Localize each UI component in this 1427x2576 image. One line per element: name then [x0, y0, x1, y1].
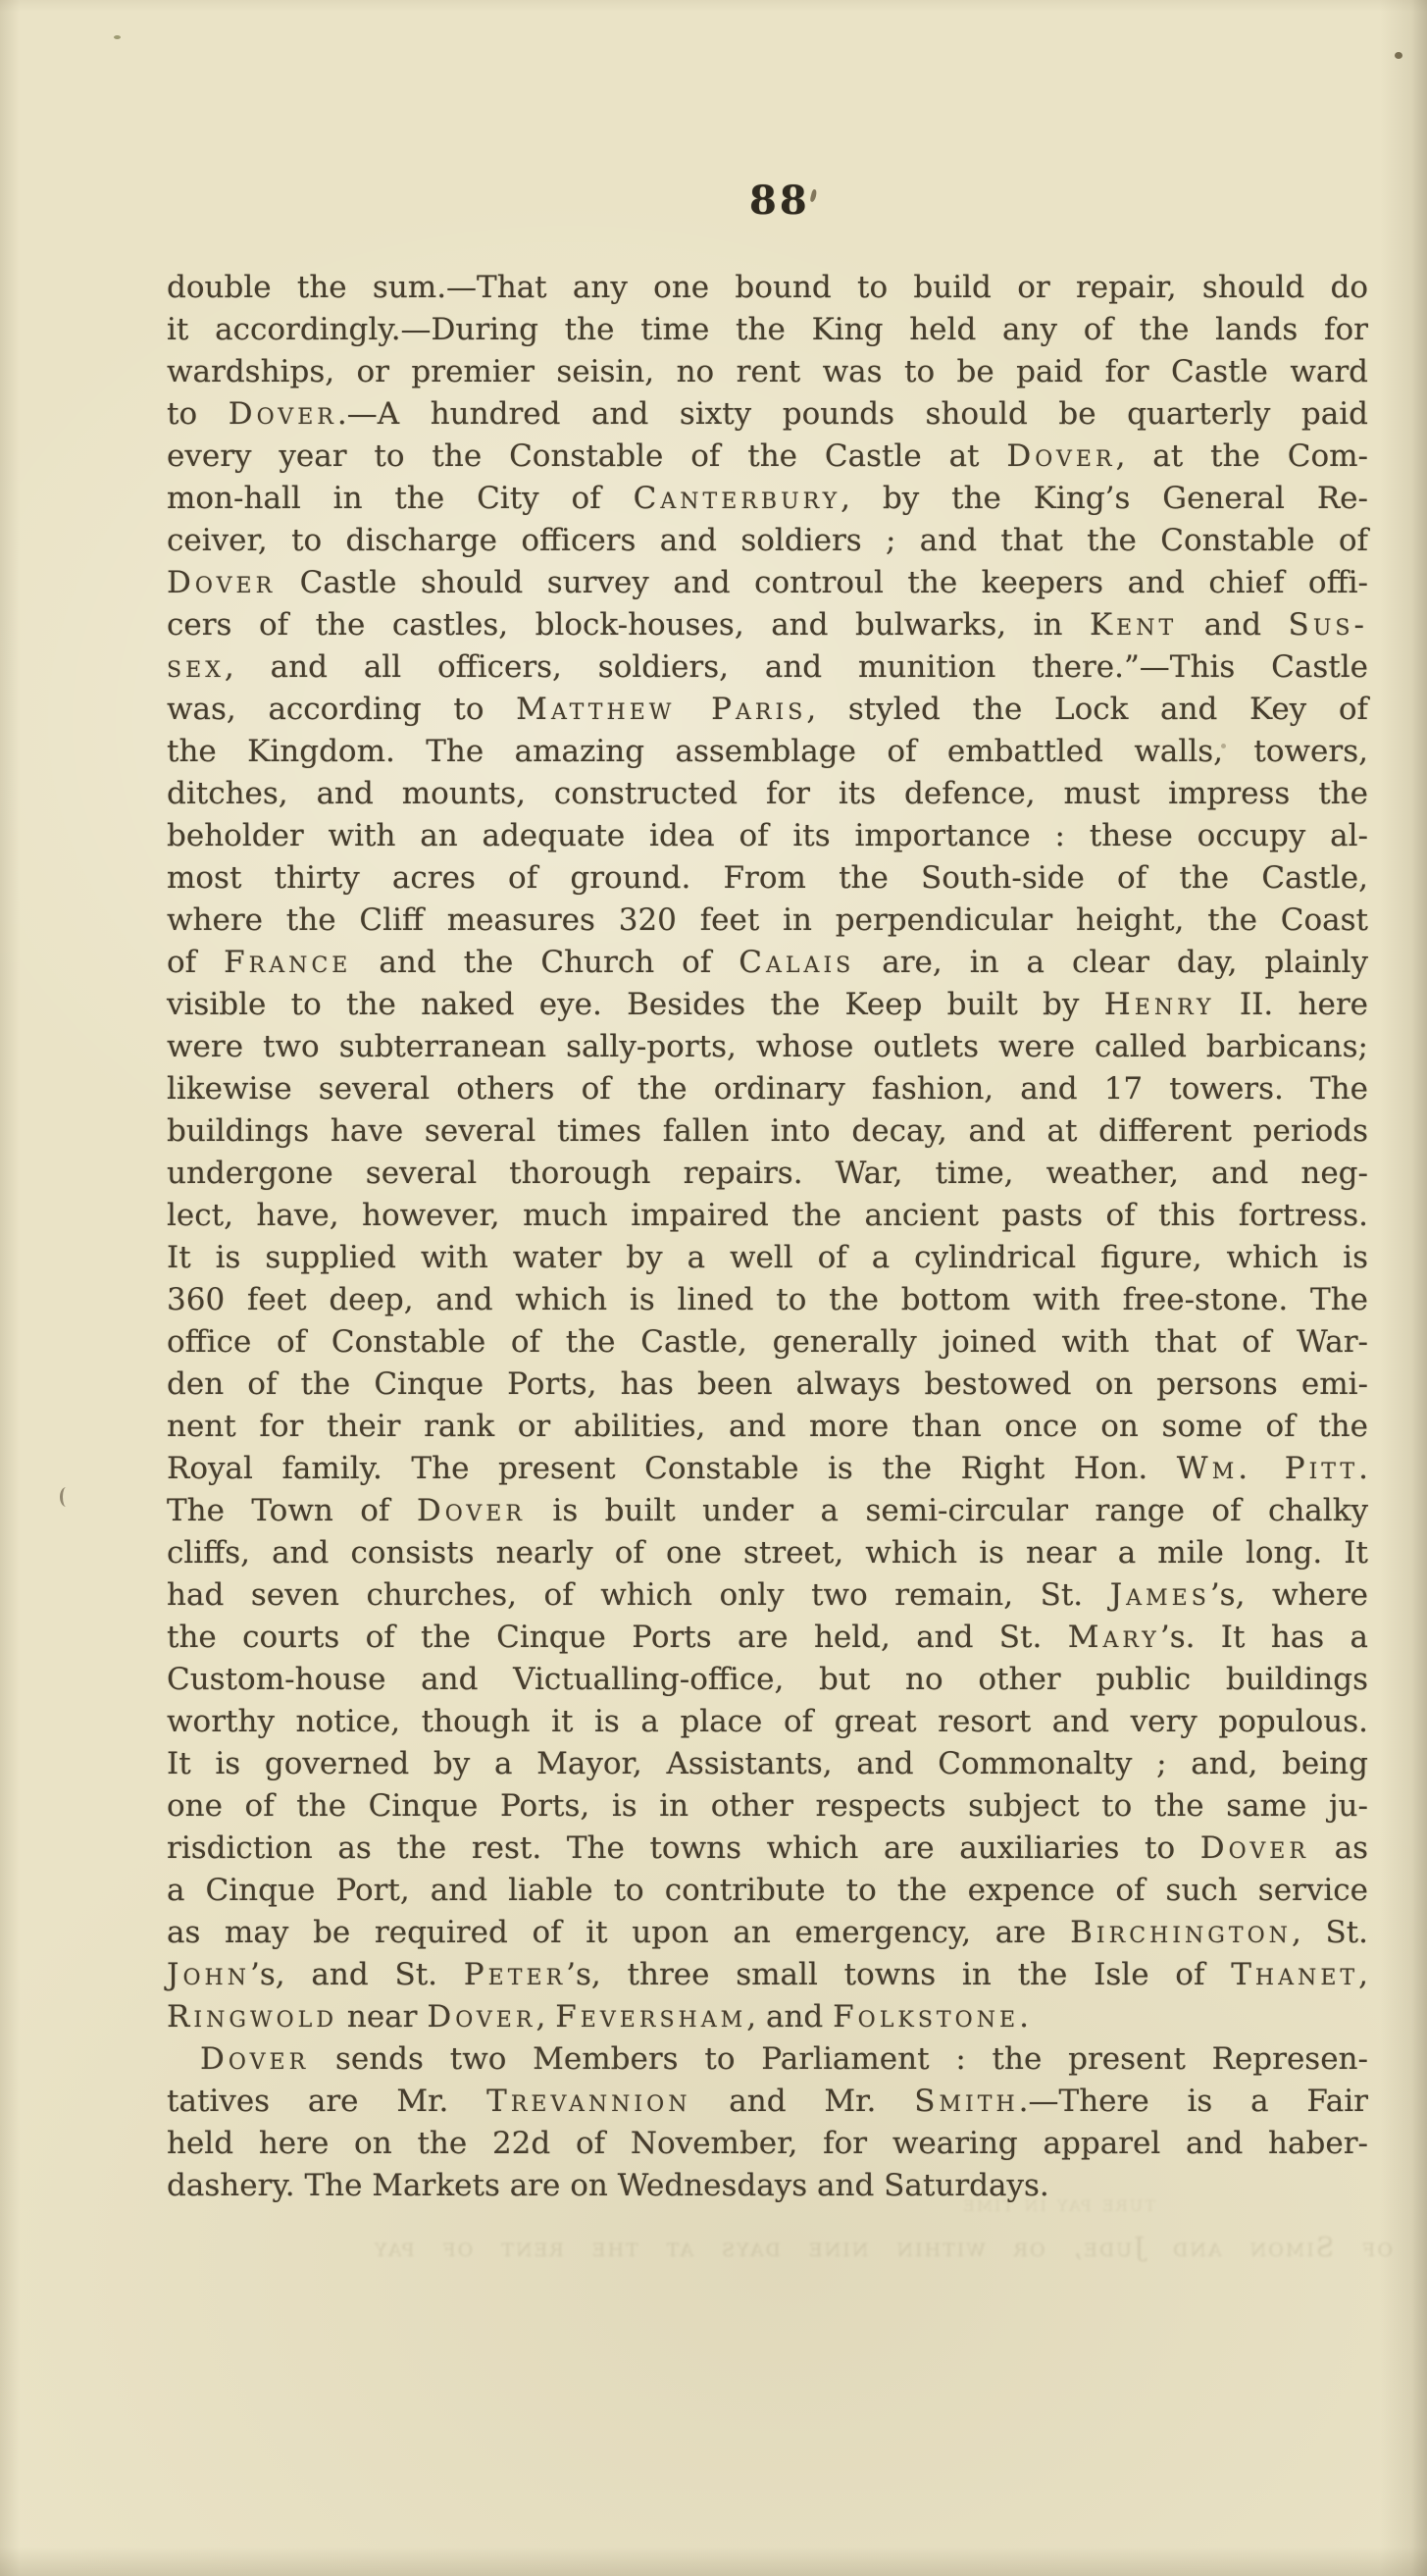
text-segment: office of Constable of the Castle, generally joined with that of War-	[167, 1324, 1368, 1360]
text-segment: every year to the Constable of the Castle at	[167, 438, 1007, 474]
ink-speck	[1221, 744, 1226, 748]
text-line	[167, 604, 1368, 646]
ink-speck	[810, 189, 818, 203]
text-segment: .	[1358, 1451, 1368, 1486]
text-line	[167, 1574, 1368, 1617]
paper-fiber-speck	[114, 35, 121, 39]
text-segment: to	[167, 396, 229, 432]
text-segment: held here on the 22d of November, for wearing apparel and haber-	[167, 2126, 1368, 2161]
text-line	[167, 1068, 1368, 1110]
text-segment: ’s, three small towns in the Isle of	[566, 1957, 1232, 1992]
ink-speck	[60, 1487, 73, 1507]
text-segment: likewise several others of the ordinary fashion, and 17 towers. The	[167, 1071, 1368, 1107]
text-line	[167, 646, 1368, 689]
text-line	[167, 2038, 1368, 2081]
text-segment: risdiction as the rest. The towns which are auxiliaries to	[167, 1830, 1200, 1866]
text-line	[167, 731, 1368, 773]
text-segment: of	[167, 945, 225, 980]
small-caps-name: Folkstone	[833, 1999, 1020, 2035]
text-segment: is built under a semi-circular range of chalky	[526, 1493, 1368, 1528]
text-segment: Castle should survey and controul the keepers and chief offi-	[276, 565, 1368, 600]
text-segment: ’s, and St.	[250, 1957, 464, 1992]
text-segment: the courts of the Cinque Ports are held, and St.	[167, 1620, 1068, 1655]
small-caps-name: Trevannion	[486, 2084, 691, 2119]
text-line	[167, 1448, 1368, 1490]
small-caps-name: Mary	[1067, 1620, 1160, 1655]
text-line	[167, 1912, 1368, 1954]
text-segment: Custom-house and Victualling-office, but no other public buildings	[167, 1662, 1368, 1697]
text-line	[167, 1617, 1368, 1659]
text-segment: Royal family. The present Constable is the Right Hon.	[167, 1451, 1177, 1486]
text-segment: mon-hall in the City of	[167, 481, 634, 516]
text-segment: ’s, where	[1209, 1577, 1368, 1613]
bleed-through-text: of Simon and Jude, or within nine days at the rent of pay	[373, 2233, 1393, 2263]
text-line	[167, 351, 1368, 393]
text-line	[167, 1279, 1368, 1321]
text-line	[167, 1954, 1368, 1996]
text-segment: 360 feet deep, and which is lined to the bottom with free-stone. The	[167, 1282, 1368, 1317]
small-caps-name: John	[167, 1957, 251, 1992]
text-line	[167, 562, 1368, 604]
text-segment: II. here	[1214, 987, 1368, 1022]
text-segment: nent for their rank or abilities, and more than once on some of the	[167, 1409, 1368, 1444]
small-caps-name: Dover	[427, 1999, 536, 2035]
text-line	[167, 1659, 1368, 1701]
text-segment: dashery. The Markets are on Wednesdays and Saturdays.	[167, 2168, 1049, 2203]
text-line	[167, 1828, 1368, 1870]
text-line	[167, 815, 1368, 857]
text-segment: .	[1019, 1999, 1029, 2035]
text-segment: and	[1177, 607, 1289, 643]
text-segment: The Town of	[167, 1493, 417, 1528]
text-line	[167, 309, 1368, 351]
text-segment: was, according to	[167, 692, 517, 727]
text-segment: ’s. It has a	[1159, 1620, 1368, 1655]
small-caps-name: Thanet	[1231, 1957, 1359, 1992]
text-line	[167, 984, 1368, 1026]
text-line	[167, 520, 1368, 562]
text-segment: one of the Cinque Ports, is in other respects subject to the same ju-	[167, 1788, 1368, 1824]
text-segment: had seven churches, of which only two remain, St.	[167, 1577, 1110, 1613]
text-segment: sends two Members to Parliament : the present Represen-	[309, 2041, 1368, 2077]
text-line	[167, 1743, 1368, 1785]
bleed-through-text: ture pay in time	[961, 2191, 1155, 2217]
small-caps-name: sex	[167, 649, 225, 685]
text-segment: , at the Com-	[1115, 438, 1368, 474]
text-line	[167, 267, 1368, 309]
text-segment: most thirty acres of ground. From the South-side of the Castle,	[167, 860, 1368, 896]
text-segment: , St.	[1291, 1915, 1368, 1950]
small-caps-name: James	[1109, 1577, 1210, 1613]
text-segment: double the sum.—That any one bound to build or repair, should do	[167, 270, 1368, 305]
small-caps-name: Dover	[1006, 438, 1116, 474]
text-line	[167, 2165, 1368, 2207]
small-caps-name: France	[224, 945, 352, 980]
text-segment: worthy notice, though it is a place of great resort and very populous.	[167, 1704, 1368, 1739]
text-segment: visible to the naked eye. Besides the Keep built by	[167, 987, 1104, 1022]
text-segment: ditches, and mounts, constructed for its defence, must impress the	[167, 776, 1368, 811]
text-line	[167, 1110, 1368, 1153]
text-line	[167, 1701, 1368, 1743]
text-line	[167, 1364, 1368, 1406]
small-caps-name: Dover	[228, 396, 337, 432]
text-segment: den of the Cinque Ports, has been always bestowed on persons emi-	[167, 1366, 1368, 1402]
text-line	[167, 773, 1368, 815]
text-segment: , styled the Lock and Key of	[806, 692, 1369, 727]
text-line	[167, 1406, 1368, 1448]
small-caps-name: Wm. Pitt	[1176, 1451, 1359, 1486]
small-caps-name: Dover	[416, 1493, 526, 1528]
text-line	[167, 1195, 1368, 1237]
small-caps-name: Kent	[1089, 607, 1178, 643]
small-caps-name: Dover	[1199, 1830, 1309, 1866]
text-segment: ceiver, to discharge officers and soldiers ; and that the Constable of	[167, 523, 1368, 558]
text-line	[167, 2081, 1368, 2123]
page-number: 88	[749, 178, 810, 224]
text-line	[167, 436, 1368, 478]
small-caps-name: Sus-	[1288, 607, 1368, 643]
text-line	[167, 857, 1368, 900]
text-line	[167, 1321, 1368, 1364]
text-line	[167, 1153, 1368, 1195]
text-line	[167, 393, 1368, 436]
text-segment: .—There is a Fair	[1018, 2084, 1368, 2119]
text-segment: a Cinque Port, and liable to contribute to the expence of such service	[167, 1873, 1368, 1908]
text-segment: ,	[535, 1999, 556, 2035]
text-segment: It is supplied with water by a well of a cylindrical figure, which is	[167, 1240, 1368, 1275]
text-segment: buildings have several times fallen into decay, and at different periods	[167, 1113, 1368, 1149]
text-line	[167, 1532, 1368, 1574]
text-segment: wardships, or premier seisin, no rent was to be paid for Castle ward	[167, 354, 1368, 389]
text-segment: as	[1308, 1830, 1368, 1866]
text-segment: near	[337, 1999, 428, 2035]
small-caps-name: Canterbury	[633, 481, 841, 516]
text-segment: and the Church of	[351, 945, 739, 980]
text-line	[167, 1237, 1368, 1279]
text-line	[167, 900, 1368, 942]
text-segment: .—A hundred and sixty pounds should be quarterly paid	[336, 396, 1369, 432]
text-segment: lect, have, however, much impaired the ancient pasts of this fortress.	[167, 1198, 1368, 1233]
small-caps-name: Peter	[463, 1957, 567, 1992]
text-line	[167, 1996, 1368, 2038]
text-segment: it accordingly.—During the time the King held any of the lands for	[167, 312, 1368, 347]
text-line	[167, 1870, 1368, 1912]
text-segment: were two subterranean sally-ports, whose outlets were called barbicans;	[167, 1029, 1368, 1064]
small-caps-name: Calais	[739, 945, 855, 980]
text-segment: are, in a clear day, plainly	[854, 945, 1368, 980]
small-caps-name: Dover	[200, 2041, 310, 2077]
small-caps-name: Feversham	[555, 1999, 747, 2035]
text-segment: as may be required of it upon an emergency, are	[167, 1915, 1071, 1950]
text-line	[167, 1026, 1368, 1068]
text-line	[167, 1490, 1368, 1532]
text-segment: and Mr.	[690, 2084, 915, 2119]
small-caps-name: Matthew Paris	[516, 692, 807, 727]
text-segment: It is governed by a Mayor, Assistants, and Commonalty ; and, being	[167, 1746, 1368, 1781]
text-segment: , and	[746, 1999, 834, 2035]
text-line	[167, 478, 1368, 520]
text-segment: where the Cliff measures 320 feet in perpendicular height, the Coast	[167, 902, 1368, 938]
small-caps-name: Ringwold	[167, 1999, 337, 2035]
text-segment: undergone several thorough repairs. War, time, weather, and neg-	[167, 1156, 1368, 1191]
small-caps-name: Dover	[167, 565, 277, 600]
small-caps-name: Smith	[914, 2084, 1019, 2119]
text-segment: cliffs, and consists nearly of one street, which is near a mile long. It	[167, 1535, 1368, 1571]
text-segment: beholder with an adequate idea of its importance : these occupy al-	[167, 818, 1368, 853]
text-block	[167, 267, 1368, 2207]
text-line	[167, 689, 1368, 731]
text-segment: the Kingdom. The amazing assemblage of embattled walls, towers,	[167, 734, 1368, 769]
text-line	[167, 2123, 1368, 2165]
text-segment: , by the King’s General Re-	[841, 481, 1368, 516]
ink-speck	[1395, 52, 1402, 59]
text-line	[167, 942, 1368, 984]
small-caps-name: Henry	[1103, 987, 1215, 1022]
text-segment: cers of the castles, block-houses, and bulwarks, in	[167, 607, 1090, 643]
text-line	[167, 1785, 1368, 1828]
small-caps-name: Birchington	[1070, 1915, 1292, 1950]
text-segment: ,	[1358, 1957, 1368, 1992]
text-segment: , and all officers, soldiers, and munition there.”—This Castle	[224, 649, 1368, 685]
text-segment: tatives are Mr.	[167, 2084, 487, 2119]
